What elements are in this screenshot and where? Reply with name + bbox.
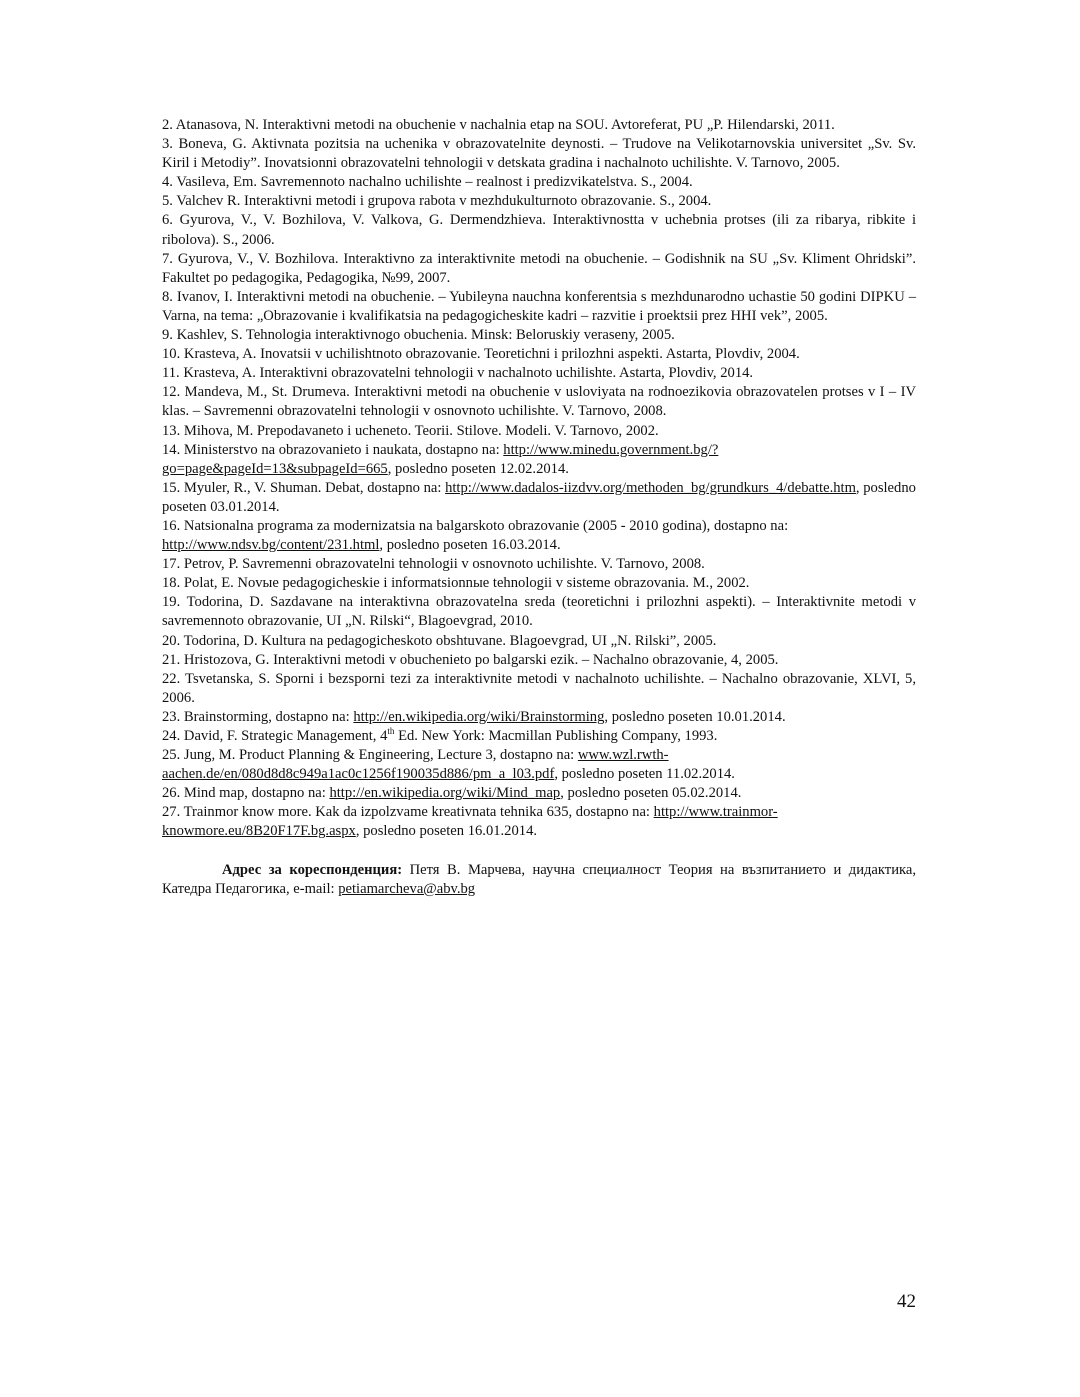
reference-number: 24.	[162, 728, 181, 744]
reference-link[interactable]: http://www.minedu.government.bg/?go=page&pageId=13&subpageId=665	[162, 441, 719, 477]
reference-item	[162, 784, 916, 803]
reference-link[interactable]: http://www.dadalos-iizdvv.org/methoden_bg/grundkurs_4/debatte.htm	[445, 479, 856, 496]
reference-item	[162, 727, 916, 746]
reference-item	[162, 422, 916, 441]
reference-text: Gyurova, V., V. Bozhilova. Interaktivno za interaktivnite metodi na obuchenie. – Godishnik na SU „Sv. Kliment Ohridski”. Fakultet po pedagogika, Pedagogika, №99, 2007.	[162, 250, 916, 286]
reference-text: Todorina, D. Sazdavane na interaktivna obrazovatelna sreda (teoretichni i prilozhni aspekti). – Interaktivnite metodi v savremennoto obrazovanie, UI „N. Rilski“, Blagoevgrad, 2010.	[162, 594, 916, 630]
reference-link[interactable]: http://www.trainmor-knowmore.eu/8B20F17F.bg.aspx	[162, 804, 778, 840]
reference-item	[162, 364, 916, 383]
reference-number: 12.	[162, 384, 181, 401]
reference-item	[162, 192, 916, 211]
reference-text: Valchev R. Interaktivni metodi i grupova rabota v mezhdukulturnoto obrazovanie. S., 2004.	[176, 193, 712, 210]
reference-suffix: , posledno poseten 03.01.2014.	[162, 479, 916, 515]
reference-number: 22.	[162, 670, 181, 687]
correspondence-email-link[interactable]: petiamarcheva@abv.bg	[338, 880, 476, 897]
reference-number: 5.	[162, 193, 173, 210]
reference-item	[162, 116, 916, 135]
reference-item	[162, 288, 916, 326]
reference-item	[162, 326, 916, 345]
reference-text: Mihova, M. Prepodavaneto i ucheneto. Teorii. Stilove. Modeli. V. Tarnovo, 2002.	[183, 422, 659, 439]
reference-item	[162, 135, 916, 173]
reference-suffix: , posledno poseten 10.01.2014.	[604, 708, 786, 725]
reference-item	[162, 250, 916, 288]
reference-item	[162, 211, 916, 249]
reference-text: Atanasova, N. Interaktivni metodi na obuchenie v nachalnia etap na SOU. Avtoreferat, PU „P. Hilendarski, 2011.	[175, 117, 835, 133]
reference-text: Krasteva, A. Interaktivni obrazovatelni tehnologii v nachalnoto uchilishte. Astarta, Plovdiv, 2014.	[183, 365, 754, 382]
reference-text: Brainstorming, dostapno na:	[183, 708, 350, 725]
correspondence-address	[162, 861, 916, 899]
reference-number: 14.	[162, 441, 181, 458]
reference-link[interactable]: http://en.wikipedia.org/wiki/Mind_map	[329, 785, 561, 802]
reference-item	[162, 441, 916, 479]
reference-superscript: th	[387, 726, 395, 737]
reference-item	[162, 479, 916, 517]
reference-number: 20.	[162, 632, 181, 649]
reference-text: Hristozova, G. Interaktivni metodi v obuchenieto po balgarski ezik. – Nachalno obrazovanie, 4, 2005.	[183, 651, 779, 668]
reference-text: Boneva, G. Aktivnata pozitsia na uchenika v obrazovatelnite deynosti. – Trudove na Velikotarnovskia universitet „Sv. Sv. Kiril i Metodiy”. Inovatsionni obrazovatelni tehnologii v detskata gradina i nachalnoto uchilishte. V. Tarnovo, 2005.	[162, 136, 916, 172]
reference-number: 6.	[162, 212, 173, 229]
reference-link[interactable]: http://en.wikipedia.org/wiki/Brainstorming	[353, 708, 605, 725]
reference-number: 21.	[162, 651, 181, 668]
reference-number: 8.	[162, 288, 173, 305]
reference-item	[162, 632, 916, 651]
reference-number: 18.	[162, 575, 181, 592]
reference-item	[162, 574, 916, 593]
reference-item	[162, 383, 916, 421]
reference-number: 23.	[162, 708, 181, 725]
reference-link[interactable]: www.wzl.rwth-aachen.de/en/080d8d8c949a1ac0c1256f190035d886/pm_a_l03.pdf	[162, 747, 669, 783]
reference-item	[162, 746, 916, 784]
reference-number: 3.	[162, 136, 173, 153]
reference-number: 9.	[162, 327, 173, 344]
correspondence-text: Петя В. Марчева, научна специалност Теория на възпитанието и дидактика, Катедра Педагогика, e-mail:	[162, 861, 916, 897]
reference-number: 16.	[162, 517, 181, 534]
reference-text: Vasileva, Em. Savremennoto nachalno uchilishte – realnost i predizvikatelstva. S., 2004.	[176, 174, 693, 191]
reference-suffix: , posledno poseten 16.03.2014.	[379, 537, 561, 554]
references-page	[162, 116, 916, 913]
reference-number: 13.	[162, 422, 181, 439]
reference-text: Mandeva, M., St. Drumeva. Interaktivni metodi na obuchenie v usloviyata na rodnoezikovia obrazovatelen protses v I – IV klas. – Savremenni obrazovatelni tehnologii v osnovnoto uchilishte. V. Tarnovo, 2008.	[162, 384, 916, 420]
reference-suffix: , posledno poseten 12.02.2014.	[387, 460, 569, 477]
reference-item	[162, 173, 916, 192]
reference-text: Tsvetanska, S. Sporni i bezsporni tezi za interaktivnite metodi v nachalnoto uchilishte. – Nachalno obrazovanie, XLVI, 5, 2006.	[162, 670, 916, 706]
reference-item	[162, 555, 916, 574]
reference-text: Ministerstvo na obrazovanieto i naukata, dostapno na:	[183, 441, 500, 458]
reference-text: Ivanov, I. Interaktivni metodi na obuchenie. – Yubileyna nauchna konferentsia s mezhdunarodno uchastie 50 godini DIPKU – Varna, na tema: „Obrazovanie i kvalifikatsia na pedagogicheskite kadri – razvitie i proektsii prez HHI vek”, 2005.	[162, 288, 916, 324]
reference-item	[162, 651, 916, 670]
reference-text: Gyurova, V., V. Bozhilova, V. Valkova, G. Dermendzhieva. Interaktivnostta v uchebnia protses (ili za ribarya, ribkite i ribolova). S., 2006.	[162, 212, 917, 248]
reference-text: Jung, M. Product Planning & Engineering, Lecture 3, dostapno na:	[183, 747, 575, 764]
reference-suffix: Ed. New York: Macmillan Publishing Company, 1993.	[394, 728, 718, 744]
reference-number: 2.	[162, 117, 173, 133]
reference-number: 4.	[162, 174, 173, 191]
reference-suffix: , posledno poseten 16.01.2014.	[355, 823, 538, 840]
reference-number: 11.	[162, 365, 180, 382]
reference-number: 15.	[162, 479, 181, 496]
reference-item	[162, 345, 916, 364]
reference-text: Todorina, D. Kultura na pedagogicheskoto obshtuvane. Blagoevgrad, UI „N. Rilski”, 2005.	[183, 632, 717, 649]
reference-item	[162, 670, 916, 708]
reference-number: 25.	[162, 747, 181, 764]
reference-number: 7.	[162, 250, 173, 267]
reference-text: Polat, E. Novыe pedagogicheskie i informatsionnыe tehnologii v sisteme obrazovania. M., 2002.	[183, 575, 750, 592]
reference-suffix: , posledno poseten 05.02.2014.	[560, 785, 742, 802]
reference-text: Kashlev, S. Tehnologia interaktivnogo obuchenia. Minsk: Beloruskiy veraseny, 2005.	[176, 327, 675, 344]
reference-item	[162, 517, 916, 555]
correspondence-label: Адрес за кореспонденция:	[222, 861, 403, 878]
reference-item	[162, 708, 916, 727]
reference-number: 17.	[162, 556, 181, 573]
reference-number: 10.	[162, 346, 181, 363]
reference-text: David, F. Strategic Management, 4	[183, 728, 388, 744]
reference-text: Myuler, R., V. Shuman. Debat, dostapno na:	[183, 479, 442, 496]
page-number: 42	[897, 1291, 916, 1312]
reference-number: 27.	[162, 804, 181, 821]
reference-link[interactable]: http://www.ndsv.bg/content/231.html	[162, 537, 380, 554]
reference-list	[162, 116, 916, 842]
reference-text: Petrov, P. Savremenni obrazovatelni tehnologii v osnovnoto uchilishte. V. Tarnovo, 2008.	[183, 556, 705, 573]
reference-text: Natsionalna programa za modernizatsia na balgarskoto obrazovanie (2005 - 2010 godina), dostapno na:	[183, 517, 789, 534]
reference-text: Trainmor know more. Kak da izpolzvame kreativnata tehnika 635, dostapno na:	[183, 804, 650, 821]
reference-number: 19.	[162, 594, 181, 611]
reference-item	[162, 803, 916, 841]
reference-suffix: , posledno poseten 11.02.2014.	[554, 766, 735, 783]
reference-number: 26.	[162, 785, 181, 802]
reference-item	[162, 593, 916, 631]
reference-text: Mind map, dostapno na:	[183, 785, 326, 802]
reference-text: Krasteva, A. Inovatsii v uchilishtnoto obrazovanie. Teoretichni i prilozhni aspekti. Astarta, Plovdiv, 2004.	[183, 346, 800, 363]
